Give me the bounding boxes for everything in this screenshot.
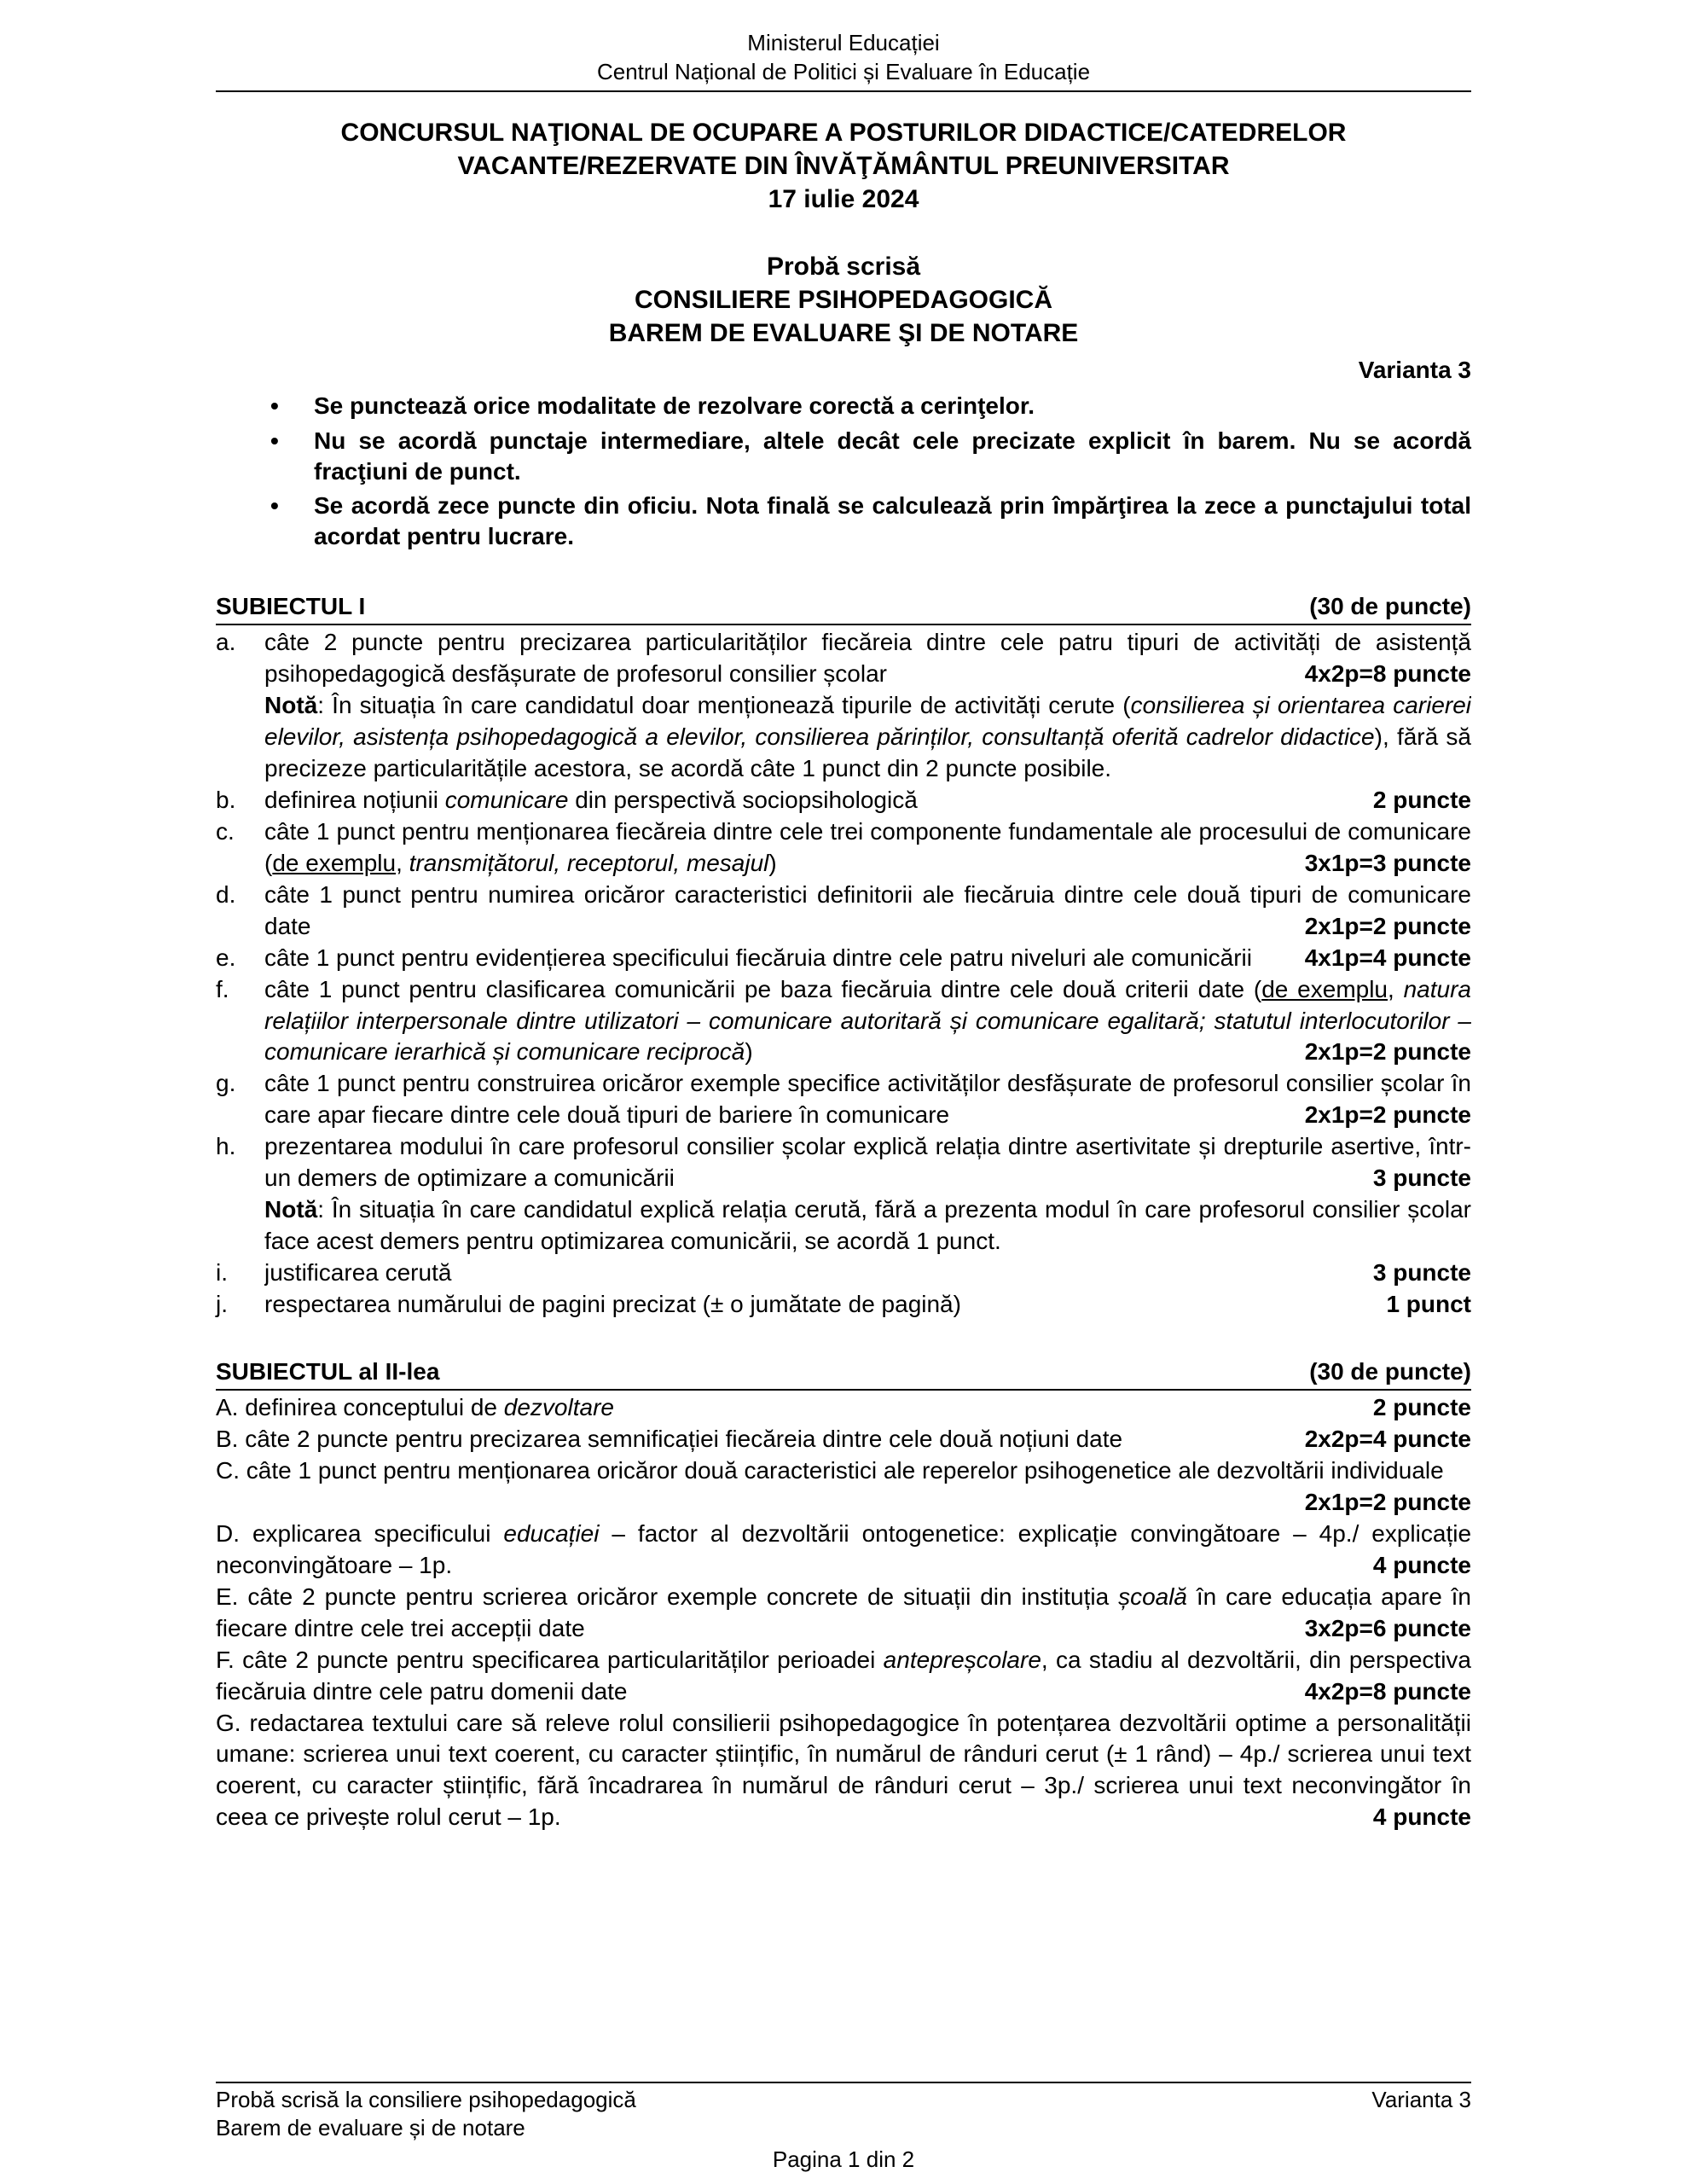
- text-run: câte 2 puncte pentru scrierea oricăror exemple concrete de situații din instituția: [247, 1583, 1119, 1610]
- footer-barem-line: Barem de evaluare și de notare: [216, 2114, 525, 2140]
- item-text: [264, 1194, 1471, 1258]
- footer-exam-line: Probă scrisă la consiliere psihopedagogică: [216, 2086, 636, 2112]
- section-title: SUBIECTUL I: [216, 593, 366, 620]
- rubric-item: [216, 816, 1471, 880]
- item-body: [264, 1289, 1471, 1321]
- text-run: câte 1 punct pentru numirea oricăror caracteristici definitorii ale fiecăruia dintre cele două tipuri de comunicare date: [264, 880, 1471, 939]
- item-label: A.: [216, 1394, 246, 1420]
- item-text: [264, 1068, 1471, 1131]
- text-run: educației: [503, 1519, 600, 1547]
- footer-divider: [216, 2082, 1471, 2083]
- item-points: 2x1p=2 puncte: [1304, 912, 1471, 939]
- text-run: prezentarea modului în care profesorul consilier școlar explică relația dintre asertivitate și drepturile asertive, într-un demers de optimizare a comunicării: [264, 1133, 1471, 1192]
- text-run: câte 2 puncte pentru specificarea particularităților perioadei: [242, 1646, 884, 1673]
- text-run: Notă: [264, 691, 318, 718]
- text-run: câte 1 punct pentru menționarea fiecăreia dintre cele trei componente fundamentale ale procesului de comunicare (: [264, 817, 1471, 876]
- text-run: câte 2 puncte pentru precizarea semnificației fiecăreia dintre cele două noțiuni date: [245, 1425, 1123, 1452]
- document-type-label: BAREM DE EVALUARE ŞI DE NOTARE: [608, 318, 1079, 347]
- rubric-item: [216, 1258, 1471, 1289]
- text-run: – factor al dezvoltării ontogenetice: explicație convingătoare – 4p./ explicație neconvingătoare – 1p.: [216, 1519, 1471, 1578]
- text-run: natura relațiilor interpersonale dintre utilizatori – comunicare autoritară și comunicare egalitară; statutul interlocutorilor – comunicare ierarhică și comunicare reciprocă: [264, 975, 1471, 1066]
- text-run: câte 1 punct pentru evidențierea specificului fiecăruia dintre cele patru niveluri ale comunicării: [264, 944, 1252, 971]
- item-text: [264, 943, 1471, 974]
- section-points: (30 de puncte): [1309, 593, 1471, 620]
- item-label: g.: [216, 1070, 236, 1097]
- center-name: Centrul Național de Politici și Evaluare în Educație: [596, 58, 1091, 84]
- item-points: 2x1p=2 puncte: [1304, 1038, 1471, 1066]
- text-run: antepreșcolare: [883, 1646, 1041, 1673]
- item-points: 4 puncte: [1372, 1804, 1471, 1831]
- item-label: B.: [216, 1425, 246, 1452]
- item-label: h.: [216, 1133, 236, 1160]
- item-body: [264, 1068, 1471, 1131]
- item-points: 3 puncte: [1372, 1259, 1471, 1287]
- text-run: de exemplu: [272, 849, 397, 876]
- sections-container: [216, 591, 1471, 1833]
- rubric-item: [216, 785, 1471, 816]
- text-run: câte 1 punct pentru construirea oricăror exemple specifice activităților desfășurate de profesorul consilier școlar în care apar fiecare dintre cele două tipuri de bariere în comunicare: [264, 1070, 1471, 1129]
- item-text: [264, 974, 1471, 1069]
- item-label: e.: [216, 944, 236, 971]
- text-run: ): [768, 849, 777, 876]
- rubric-item: [216, 880, 1471, 943]
- text-run: redactarea textului care să releve rolul consilierii psihopedagogice în potențarea dezvoltării optime a personalității umane: scrierea unui text coerent, cu caracter științific, în numărul de rânduri cerut (± 1 rând) – 4p./ scrierea unui text coerent, cu caracter științific, fără încadrarea în numărul de rânduri cerut – 3p./ scrierea unui text neconvingător în ceea ce privește rolul cerut – 1p.: [216, 1709, 1471, 1831]
- contest-title-block: [216, 116, 1471, 216]
- item-points: 4x2p=8 puncte: [1304, 1677, 1471, 1705]
- instruction-bullet: [216, 391, 1471, 421]
- item-label: a.: [216, 629, 236, 656]
- text-run: justificarea cerută: [264, 1259, 452, 1287]
- bullet-marker: •: [270, 492, 279, 520]
- item-points: 2x1p=2 puncte: [1304, 1101, 1471, 1129]
- item-text: [264, 1258, 1471, 1289]
- item-body: [264, 785, 1471, 816]
- item-label: d.: [216, 880, 236, 908]
- text-run: din perspectivă sociopsihologică: [568, 786, 918, 813]
- item-text: [264, 627, 1471, 690]
- rubric-item: [216, 1289, 1471, 1321]
- footer-variant: Varianta 3: [1371, 2086, 1471, 2112]
- rubric-item: [216, 1068, 1471, 1131]
- text-run: , ca stadiu al dezvoltării, din perspectiva fiecăruia dintre cele patru domenii date: [216, 1646, 1471, 1705]
- bullet-text: Se acordă zece puncte din oficiu. Nota finală se calculează prin împărţirea la zece a punctajului total acordat pentru lucrare.: [314, 492, 1471, 550]
- text-run: ): [745, 1038, 753, 1066]
- rubric-item: [216, 627, 1471, 785]
- item-points: 3x1p=3 puncte: [1304, 849, 1471, 876]
- footer-doc-info: [216, 2086, 636, 2142]
- rubric-item: [216, 1519, 1471, 1582]
- item-points: 2 puncte: [1372, 786, 1471, 813]
- ministry-name: Ministerul Educației: [747, 30, 940, 55]
- text-run: dezvoltare: [503, 1394, 614, 1420]
- item-label: E.: [216, 1583, 248, 1610]
- rubric-item: [216, 943, 1471, 974]
- variant-label: Varianta 3: [1358, 356, 1471, 383]
- text-run: consilierea și orientarea carierei elevilor, asistența psihopedagogică a elevilor, consilierea părinților, consultanță oferită cadrelor didactice: [264, 691, 1471, 750]
- text-run: : În situația în care candidatul explică relația cerută, fără a prezenta modul în care profesorul consilier școlar face acest demers pentru optimizarea comunicării, se acordă 1 punct.: [264, 1196, 1471, 1255]
- text-run: câte 2 puncte pentru precizarea particularităților fiecăreia dintre cele patru tipuri de activități de asistență psihopedagogică desfășurate de profesorul consilier școlar: [264, 629, 1471, 688]
- text-run: Notă: [264, 1196, 318, 1223]
- item-body: [264, 974, 1471, 1069]
- item-points: 2x2p=4 puncte: [1304, 1425, 1471, 1452]
- item-label: c.: [216, 817, 235, 845]
- item-points: 4 puncte: [1372, 1551, 1471, 1578]
- item-body: [264, 627, 1471, 785]
- item-points: 4x1p=4 puncte: [1304, 944, 1471, 971]
- text-run: definirea noțiunii: [264, 786, 445, 813]
- item-points: 3x2p=6 puncte: [1304, 1614, 1471, 1641]
- item-points: 2x1p=2 puncte: [1304, 1488, 1471, 1515]
- bullet-marker: •: [270, 392, 279, 419]
- text-run: școală: [1118, 1583, 1187, 1610]
- text-run: explicarea specificului: [252, 1519, 504, 1547]
- bullet-text: Nu se acordă punctaje intermediare, altele decât cele precizate explicit în barem. Nu se acordă fracţiuni de punct.: [314, 427, 1471, 485]
- item-label: j.: [216, 1291, 228, 1318]
- document-header: [216, 29, 1471, 87]
- item-label: F.: [216, 1646, 243, 1673]
- rubric-item: [216, 1582, 1471, 1645]
- exam-type-label: Probă scrisă: [766, 252, 921, 281]
- footer-info-row: [216, 2086, 1471, 2142]
- item-label: C.: [216, 1456, 246, 1484]
- item-points: 1 punct: [1386, 1291, 1471, 1318]
- rubric-item: [216, 1424, 1471, 1455]
- contest-title-line2: VACANTE/REZERVATE DIN ÎNVĂŢĂMÂNTUL PREUNIVERSITAR: [457, 151, 1230, 180]
- instruction-bullet: [216, 491, 1471, 552]
- page-number: Pagina 1 din 2: [772, 2146, 915, 2173]
- section-header: [216, 591, 1471, 625]
- text-run: comunicare: [444, 786, 569, 813]
- text-run: câte 1 punct pentru menționarea oricăror două caracteristici ale reperelor psihogenetice ale dezvoltării individuale: [246, 1456, 1444, 1484]
- contest-date: 17 iulie 2024: [768, 184, 919, 213]
- item-text: [264, 1289, 1471, 1321]
- item-text: [264, 690, 1471, 785]
- section-header: [216, 1356, 1471, 1391]
- exam-subtitle-block: [216, 250, 1471, 350]
- item-body: [264, 1258, 1471, 1289]
- item-points: 4x2p=8 puncte: [1304, 660, 1471, 688]
- item-body: [264, 880, 1471, 943]
- item-points: 3 puncte: [1372, 1165, 1471, 1192]
- rubric-item: [216, 1645, 1471, 1708]
- bullet-text: Se punctează orice modalitate de rezolvare corectă a cerinţelor.: [314, 392, 1035, 419]
- rubric-item: [216, 974, 1471, 1069]
- rubric-item: [216, 1392, 1471, 1424]
- item-body: [264, 816, 1471, 880]
- item-label: D.: [216, 1519, 252, 1547]
- text-run: câte 1 punct pentru clasificarea comunicării pe baza fiecăruia dintre cele două criterii date (: [264, 975, 1262, 1002]
- item-text: [264, 816, 1471, 880]
- contest-title-line1: CONCURSUL NAŢIONAL DE OCUPARE A POSTURILOR DIDACTICE/CATEDRELOR: [340, 118, 1347, 147]
- discipline-name: CONSILIERE PSIHOPEDAGOGICĂ: [634, 285, 1053, 314]
- rubric-item: [216, 1131, 1471, 1258]
- item-body: [264, 943, 1471, 974]
- item-text: [264, 1131, 1471, 1194]
- text-run: transmițătorul, receptorul, mesajul: [409, 849, 769, 876]
- item-body: [264, 1131, 1471, 1258]
- section-points: (30 de puncte): [1309, 1358, 1471, 1385]
- subject-section: [216, 1356, 1471, 1833]
- item-text: [264, 785, 1471, 816]
- item-label: i.: [216, 1259, 228, 1287]
- item-label: b.: [216, 786, 236, 813]
- text-run: ,: [1388, 975, 1404, 1002]
- page-footer: [216, 2082, 1471, 2174]
- subject-section: [216, 591, 1471, 1321]
- bullet-marker: •: [270, 427, 279, 454]
- section-title: SUBIECTUL al II-lea: [216, 1358, 440, 1385]
- text-run: ), fără să precizeze particularitățile acestora, se acordă câte 1 punct din 2 puncte posibile.: [264, 723, 1471, 781]
- instruction-bullet: [216, 426, 1471, 487]
- text-run: definirea conceptului de: [245, 1394, 504, 1420]
- item-points: 2 puncte: [1372, 1394, 1471, 1420]
- text-run: respectarea numărului de pagini precizat (± o jumătate de pagină): [264, 1291, 961, 1318]
- rubric-item: [216, 1708, 1471, 1834]
- item-label: f.: [216, 975, 229, 1002]
- text-run: : În situația în care candidatul doar menționează tipurile de activități cerute (: [317, 691, 1131, 718]
- text-run: ,: [396, 849, 409, 876]
- item-text: [264, 880, 1471, 943]
- item-label: G.: [216, 1709, 250, 1736]
- instructions-list: [216, 391, 1471, 552]
- text-run: de exemplu: [1261, 975, 1388, 1002]
- rubric-item: [216, 1455, 1471, 1519]
- text-run: în care educația apare în fiecare dintre cele trei accepții date: [216, 1583, 1471, 1641]
- header-divider: [216, 90, 1471, 92]
